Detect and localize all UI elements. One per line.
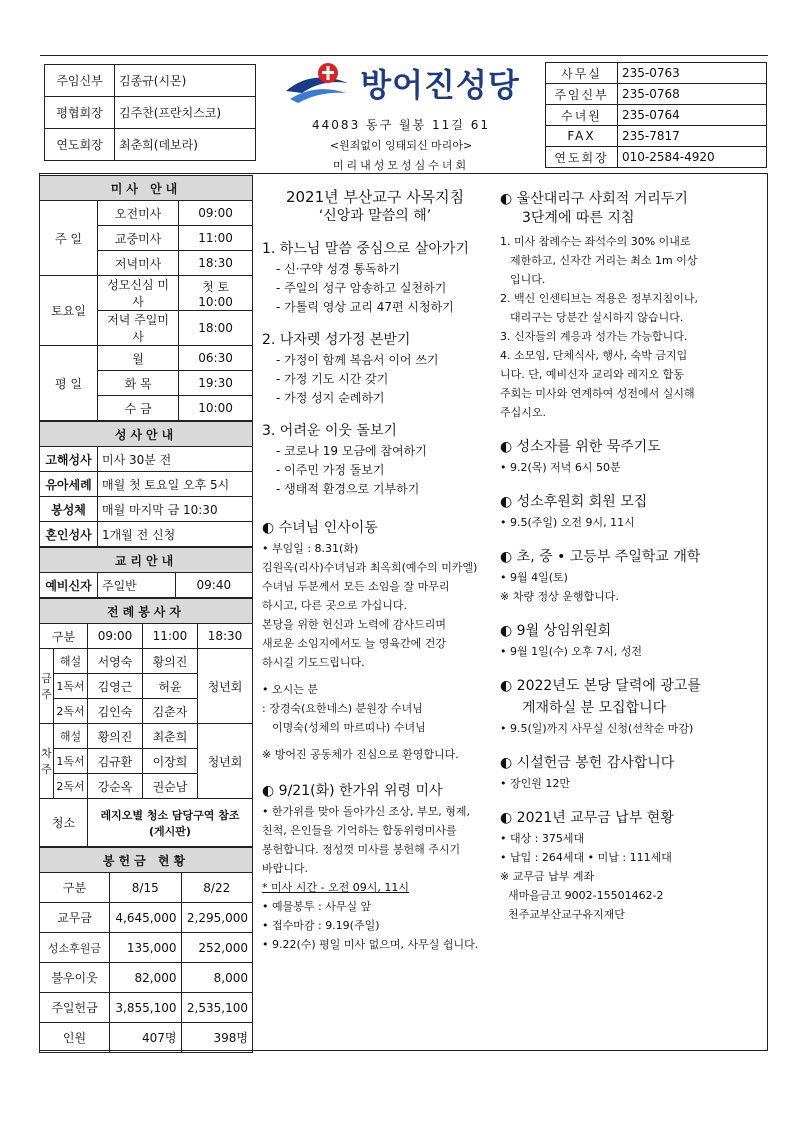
- mass-day: 월: [98, 346, 179, 371]
- mass-name: 교중미사: [98, 226, 179, 251]
- dues-heading: ◐ 2021년 교무금 납부 현황: [500, 810, 674, 826]
- server-name: 서영숙: [88, 649, 143, 674]
- catechism-label: 예비신자: [40, 573, 98, 598]
- vocation-line: • 9.2(목) 저녁 6시 50분: [500, 461, 621, 474]
- role-name: 김주찬(프란치스코): [115, 97, 256, 129]
- role: 해설: [54, 724, 88, 749]
- role: 해설: [54, 649, 88, 674]
- offering-amount: 135,000: [110, 933, 182, 963]
- offering-count: 398명: [181, 1023, 253, 1053]
- sacrament-info: 1개월 전 신청: [98, 522, 253, 547]
- guideline-item: - 주일의 성구 암송하고 실천하기: [276, 281, 447, 295]
- calendar-heading-2: 게재하실 분 모집합니다: [522, 700, 667, 716]
- server-name: 황의진: [142, 649, 197, 674]
- contact-phone: 235-0764: [618, 105, 767, 126]
- contact-label: 주임신부: [546, 84, 618, 105]
- offering-kind: 주일헌금: [40, 993, 110, 1023]
- contact-label: FAX: [546, 126, 618, 147]
- offering-amount: 4,645,000: [110, 903, 182, 933]
- chuseok-heading: ◐ 9/21(화) 한가위 위령 미사: [262, 783, 443, 799]
- server-name: 강순옥: [88, 774, 143, 799]
- ulsan-line: 3. 신자들의 계응과 성가는 가능합니다.: [500, 330, 688, 343]
- mass-time: 09:00: [179, 201, 253, 226]
- nun-line: 새로운 소임지에서도 늘 영육간에 건강: [262, 637, 447, 650]
- sacrament-info: 매월 첫 토요일 오후 5시: [98, 472, 253, 497]
- role-label: 주임신부: [45, 65, 115, 97]
- guideline-item: - 가정 성지 순례하기: [276, 391, 385, 405]
- offering-amount: 8,000: [181, 963, 253, 993]
- dues-line: 천주교부산교구유지재단: [508, 908, 625, 921]
- ulsan-line: 니다. 단, 예비신자 교리와 레지오 합동: [500, 368, 684, 381]
- ulsan-line: 주회는 미사와 연계하여 성전에서 실시해: [500, 387, 695, 400]
- guideline-item: - 가정 기도 시간 갖기: [276, 372, 389, 386]
- server-name: 김영근: [88, 674, 143, 699]
- membership-line: • 9.5(주일) 오전 9시, 11시: [500, 516, 635, 529]
- server-name: 김규환: [88, 749, 143, 774]
- contact-phone: 010-2584-4920: [618, 147, 767, 168]
- mass-time: 18:00: [179, 311, 253, 346]
- youth-label: 청년회: [197, 724, 252, 799]
- right-column: [500, 190, 762, 924]
- server-name: 김인숙: [88, 699, 143, 724]
- nun-transfer-heading: ◐ 수녀님 인사이동: [262, 520, 378, 536]
- role: 1독서: [54, 749, 88, 774]
- sacrament-name: 유아세례: [40, 472, 98, 497]
- convent-name: 미리내성모성심수녀회: [332, 159, 470, 172]
- offering-kind: 성소후원금: [40, 933, 110, 963]
- chuseok-line: • 9.22(수) 평일 미사 없으며, 사무실 쉽니다.: [262, 938, 479, 951]
- contact-label: 연도회장: [546, 147, 618, 168]
- chuseok-line: • 접수마감 : 9.19(주일): [262, 919, 380, 932]
- role-name: 김종규(시몬): [115, 65, 256, 97]
- chuseok-line: • 한가위를 맞아 돌아가신 조상, 부모, 형제,: [262, 805, 470, 818]
- mass-time: 11:00: [179, 226, 253, 251]
- sacrament-name: 봉성체: [40, 497, 98, 522]
- pastoral-title: 2021년 부산교구 사목지침: [285, 188, 465, 206]
- offering-count: 407명: [110, 1023, 182, 1053]
- role: 2독서: [54, 774, 88, 799]
- servers-head: 11:00: [142, 624, 197, 649]
- servers-head: 09:00: [88, 624, 143, 649]
- servers-title: 전례봉사자: [40, 599, 253, 624]
- dues-line: 새마을금고 9002-15501462-2: [508, 889, 664, 902]
- mass-time: 첫 토 10:00: [179, 276, 253, 311]
- nun-line: • 오시는 분: [262, 683, 318, 696]
- nun-line: 하시고, 다른 곳으로 가십니다.: [262, 599, 407, 612]
- motto: <원죄없이 잉태되신 마리아>: [329, 139, 473, 152]
- role-name: 최춘희(데보라): [115, 129, 256, 161]
- masthead: [262, 60, 540, 173]
- sacrament-info: 미사 30분 전: [98, 447, 253, 472]
- ulsan-line: 2. 백신 인센티브는 적용은 정부지침이나,: [500, 292, 698, 305]
- offering-amount: 2,535,100: [181, 993, 253, 1023]
- catechism-table: [39, 547, 253, 598]
- server-name: 김춘자: [142, 699, 197, 724]
- catechism-class: 주일반: [98, 573, 176, 598]
- server-name: 황의진: [88, 724, 143, 749]
- contact-table: [545, 62, 767, 168]
- mass-day: 수 금: [98, 396, 179, 421]
- sunday-label: 주 일: [40, 201, 98, 276]
- ulsan-heading: ◐ 울산대리구 사회적 거리두기: [500, 191, 688, 207]
- church-logo: [262, 60, 540, 106]
- servers-head: 구분: [40, 624, 88, 649]
- role-label: 연도회장: [45, 129, 115, 161]
- facility-heading: ◐ 시설헌금 봉헌 감사합니다: [500, 755, 675, 771]
- school-heading: ◐ 초, 중 • 고등부 주일학교 개학: [500, 549, 701, 565]
- contact-phone: 235-0768: [618, 84, 767, 105]
- offering-amount: 82,000: [110, 963, 182, 993]
- cleaning-info: 레지오별 청소 담당구역 참조 (게시판): [88, 799, 253, 847]
- chuseok-line: 바랍니다.: [262, 862, 309, 875]
- offering-kind: 인원: [40, 1023, 110, 1053]
- chuseok-line: 봉헌합니다. 정성껏 미사를 봉헌해 주시기: [262, 843, 461, 856]
- dues-line: • 대상 : 375세대: [500, 832, 585, 845]
- welcome-note: ※ 방어진 공동체가 진심으로 환영합니다.: [262, 748, 459, 761]
- nun-line: 수녀님 두분께서 모든 소임을 잘 마무리: [262, 580, 450, 593]
- mass-time: 18:30: [179, 251, 253, 276]
- calendar-heading: ◐ 2022년도 본당 달력에 광고를: [500, 678, 701, 694]
- guideline-item: - 이주민 가정 돌보기: [276, 463, 385, 477]
- nun-line: 김원옥(리사)수녀님과 최옥희(예수의 미카엘): [262, 561, 478, 574]
- mass-name: 오전미사: [98, 201, 179, 226]
- offering-kind: 불우이웃: [40, 963, 110, 993]
- sacrament-table: [39, 421, 253, 547]
- ulsan-line: 제한하고, 신자간 거리는 최소 1m 이상: [510, 254, 698, 267]
- role-label: 평협회장: [45, 97, 115, 129]
- guideline-3: 3. 어려운 이웃 돌보기: [262, 423, 397, 439]
- nun-line: 하시길 기도드립니다.: [262, 656, 365, 669]
- role: 1독서: [54, 674, 88, 699]
- chuseok-line: 친척, 은인들을 기억하는 합동위령미사를: [262, 824, 457, 837]
- ulsan-line: 입니다.: [510, 273, 546, 286]
- pastoral-subtitle: ‘신앙과 말씀의 해’: [318, 208, 432, 224]
- ulsan-line: 주십시오.: [500, 406, 547, 419]
- chuseok-time: * 미사 시간 - 오전 09시, 11시: [262, 881, 409, 894]
- contact-phone: 235-7817: [618, 126, 767, 147]
- ulsan-line: 4. 소모임, 단체식사, 행사, 숙박 금지입: [500, 349, 688, 362]
- this-week-label: 금주: [40, 649, 54, 724]
- contact-label: 수녀원: [546, 105, 618, 126]
- cleaning-label: 청소: [40, 799, 88, 847]
- saturday-label: 토요일: [40, 276, 98, 346]
- header-staff-table: [44, 64, 256, 161]
- header-rule: [40, 55, 768, 56]
- mass-day: 화 목: [98, 371, 179, 396]
- offering-amount: 252,000: [181, 933, 253, 963]
- mass-name: 성모신심 미사: [98, 276, 179, 311]
- committee-heading: ◐ 9월 상임위원회: [500, 623, 612, 639]
- middle-column: [262, 188, 488, 954]
- sacrament-name: 혼인성사: [40, 522, 98, 547]
- ulsan-heading-2: 3단계에 따른 지침: [522, 210, 635, 226]
- role: 2독서: [54, 699, 88, 724]
- nun-line: 본당을 위한 헌신과 노력에 감사드리며: [262, 618, 447, 631]
- mass-time: 10:00: [179, 396, 253, 421]
- offering-head: 8/22: [181, 873, 253, 903]
- offering-head: 8/15: [110, 873, 182, 903]
- mass-time: 06:30: [179, 346, 253, 371]
- sacrament-title: 성사안내: [40, 422, 253, 447]
- mass-name: 저녁 주일미사: [98, 311, 179, 346]
- nun-line: 이명숙(성체의 마르띠나) 수녀님: [272, 721, 426, 734]
- guideline-item: - 가정이 함께 복음서 이어 쓰기: [276, 353, 439, 367]
- church-title: 방어진성당: [360, 66, 520, 104]
- server-name: 최춘희: [142, 724, 197, 749]
- offering-table: [39, 847, 253, 1053]
- contact-label: 사무실: [546, 63, 618, 84]
- servers-table: [39, 598, 253, 847]
- mass-title: 미사 안내: [40, 176, 253, 201]
- address: 44083 동구 월봉 11길 61: [312, 118, 490, 132]
- youth-label: 청년회: [197, 649, 252, 724]
- weekday-label: 평 일: [40, 346, 98, 421]
- school-line: ※ 차량 정상 운행합니다.: [500, 590, 619, 603]
- sacrament-info: 매월 마지막 금 10:30: [98, 497, 253, 522]
- vocation-heading: ◐ 성소자를 위한 묵주기도: [500, 439, 661, 455]
- nun-line: • 부임일 : 8.31(화): [262, 542, 359, 555]
- offering-kind: 교무금: [40, 903, 110, 933]
- mass-time: 19:30: [179, 371, 253, 396]
- ulsan-line: 1. 미사 참례수는 좌석수의 30% 이내로: [500, 235, 691, 248]
- ulsan-line: 대리구는 당분간 실시하지 않습니다.: [510, 311, 684, 324]
- offering-amount: 3,855,100: [110, 993, 182, 1023]
- church-emblem-icon: [282, 61, 352, 105]
- offering-title: 봉헌금 현황: [40, 848, 253, 873]
- guideline-item: - 생태적 환경으로 기부하기: [276, 482, 420, 496]
- nun-line: : 장경숙(요한네스) 분원장 수녀님: [262, 702, 423, 715]
- contact-phone: 235-0763: [618, 63, 767, 84]
- left-sidebar: [39, 175, 253, 1053]
- offering-amount: 2,295,000: [181, 903, 253, 933]
- guideline-item: - 코로나 19 모금에 참여하기: [276, 444, 427, 458]
- calendar-line: • 9.5(일)까지 사무실 신청(선착순 마감): [500, 722, 694, 735]
- next-week-label: 차주: [40, 724, 54, 799]
- offering-head: 구분: [40, 873, 110, 903]
- dues-line: ※ 교무금 납부 계좌: [500, 870, 595, 883]
- guideline-1: 1. 하느님 말씀 중심으로 살아가기: [262, 241, 469, 257]
- chuseok-line: • 예물봉투 : 사무실 앞: [262, 900, 372, 913]
- sacrament-name: 고해성사: [40, 447, 98, 472]
- school-line: • 9월 4일(토): [500, 571, 568, 584]
- server-name: 권순남: [142, 774, 197, 799]
- mass-name: 저녁미사: [98, 251, 179, 276]
- servers-head: 18:30: [197, 624, 252, 649]
- server-name: 이장희: [142, 749, 197, 774]
- catechism-title: 교리안내: [40, 548, 253, 573]
- membership-heading: ◐ 성소후원회 회원 모집: [500, 494, 648, 510]
- mass-table: [39, 175, 253, 421]
- guideline-2: 2. 나자렛 성가정 본받기: [262, 332, 411, 348]
- committee-line: • 9월 1일(수) 오후 7시, 성전: [500, 645, 643, 658]
- facility-line: • 장인원 12만: [500, 777, 570, 790]
- catechism-time: 09:40: [175, 573, 252, 598]
- dues-line: • 납입 : 264세대 • 미납 : 111세대: [500, 851, 672, 864]
- guideline-item: - 가톨릭 영상 교리 47편 시청하기: [276, 300, 454, 314]
- server-name: 허윤: [142, 674, 197, 699]
- guideline-item: - 신·구약 성경 통독하기: [276, 262, 400, 276]
